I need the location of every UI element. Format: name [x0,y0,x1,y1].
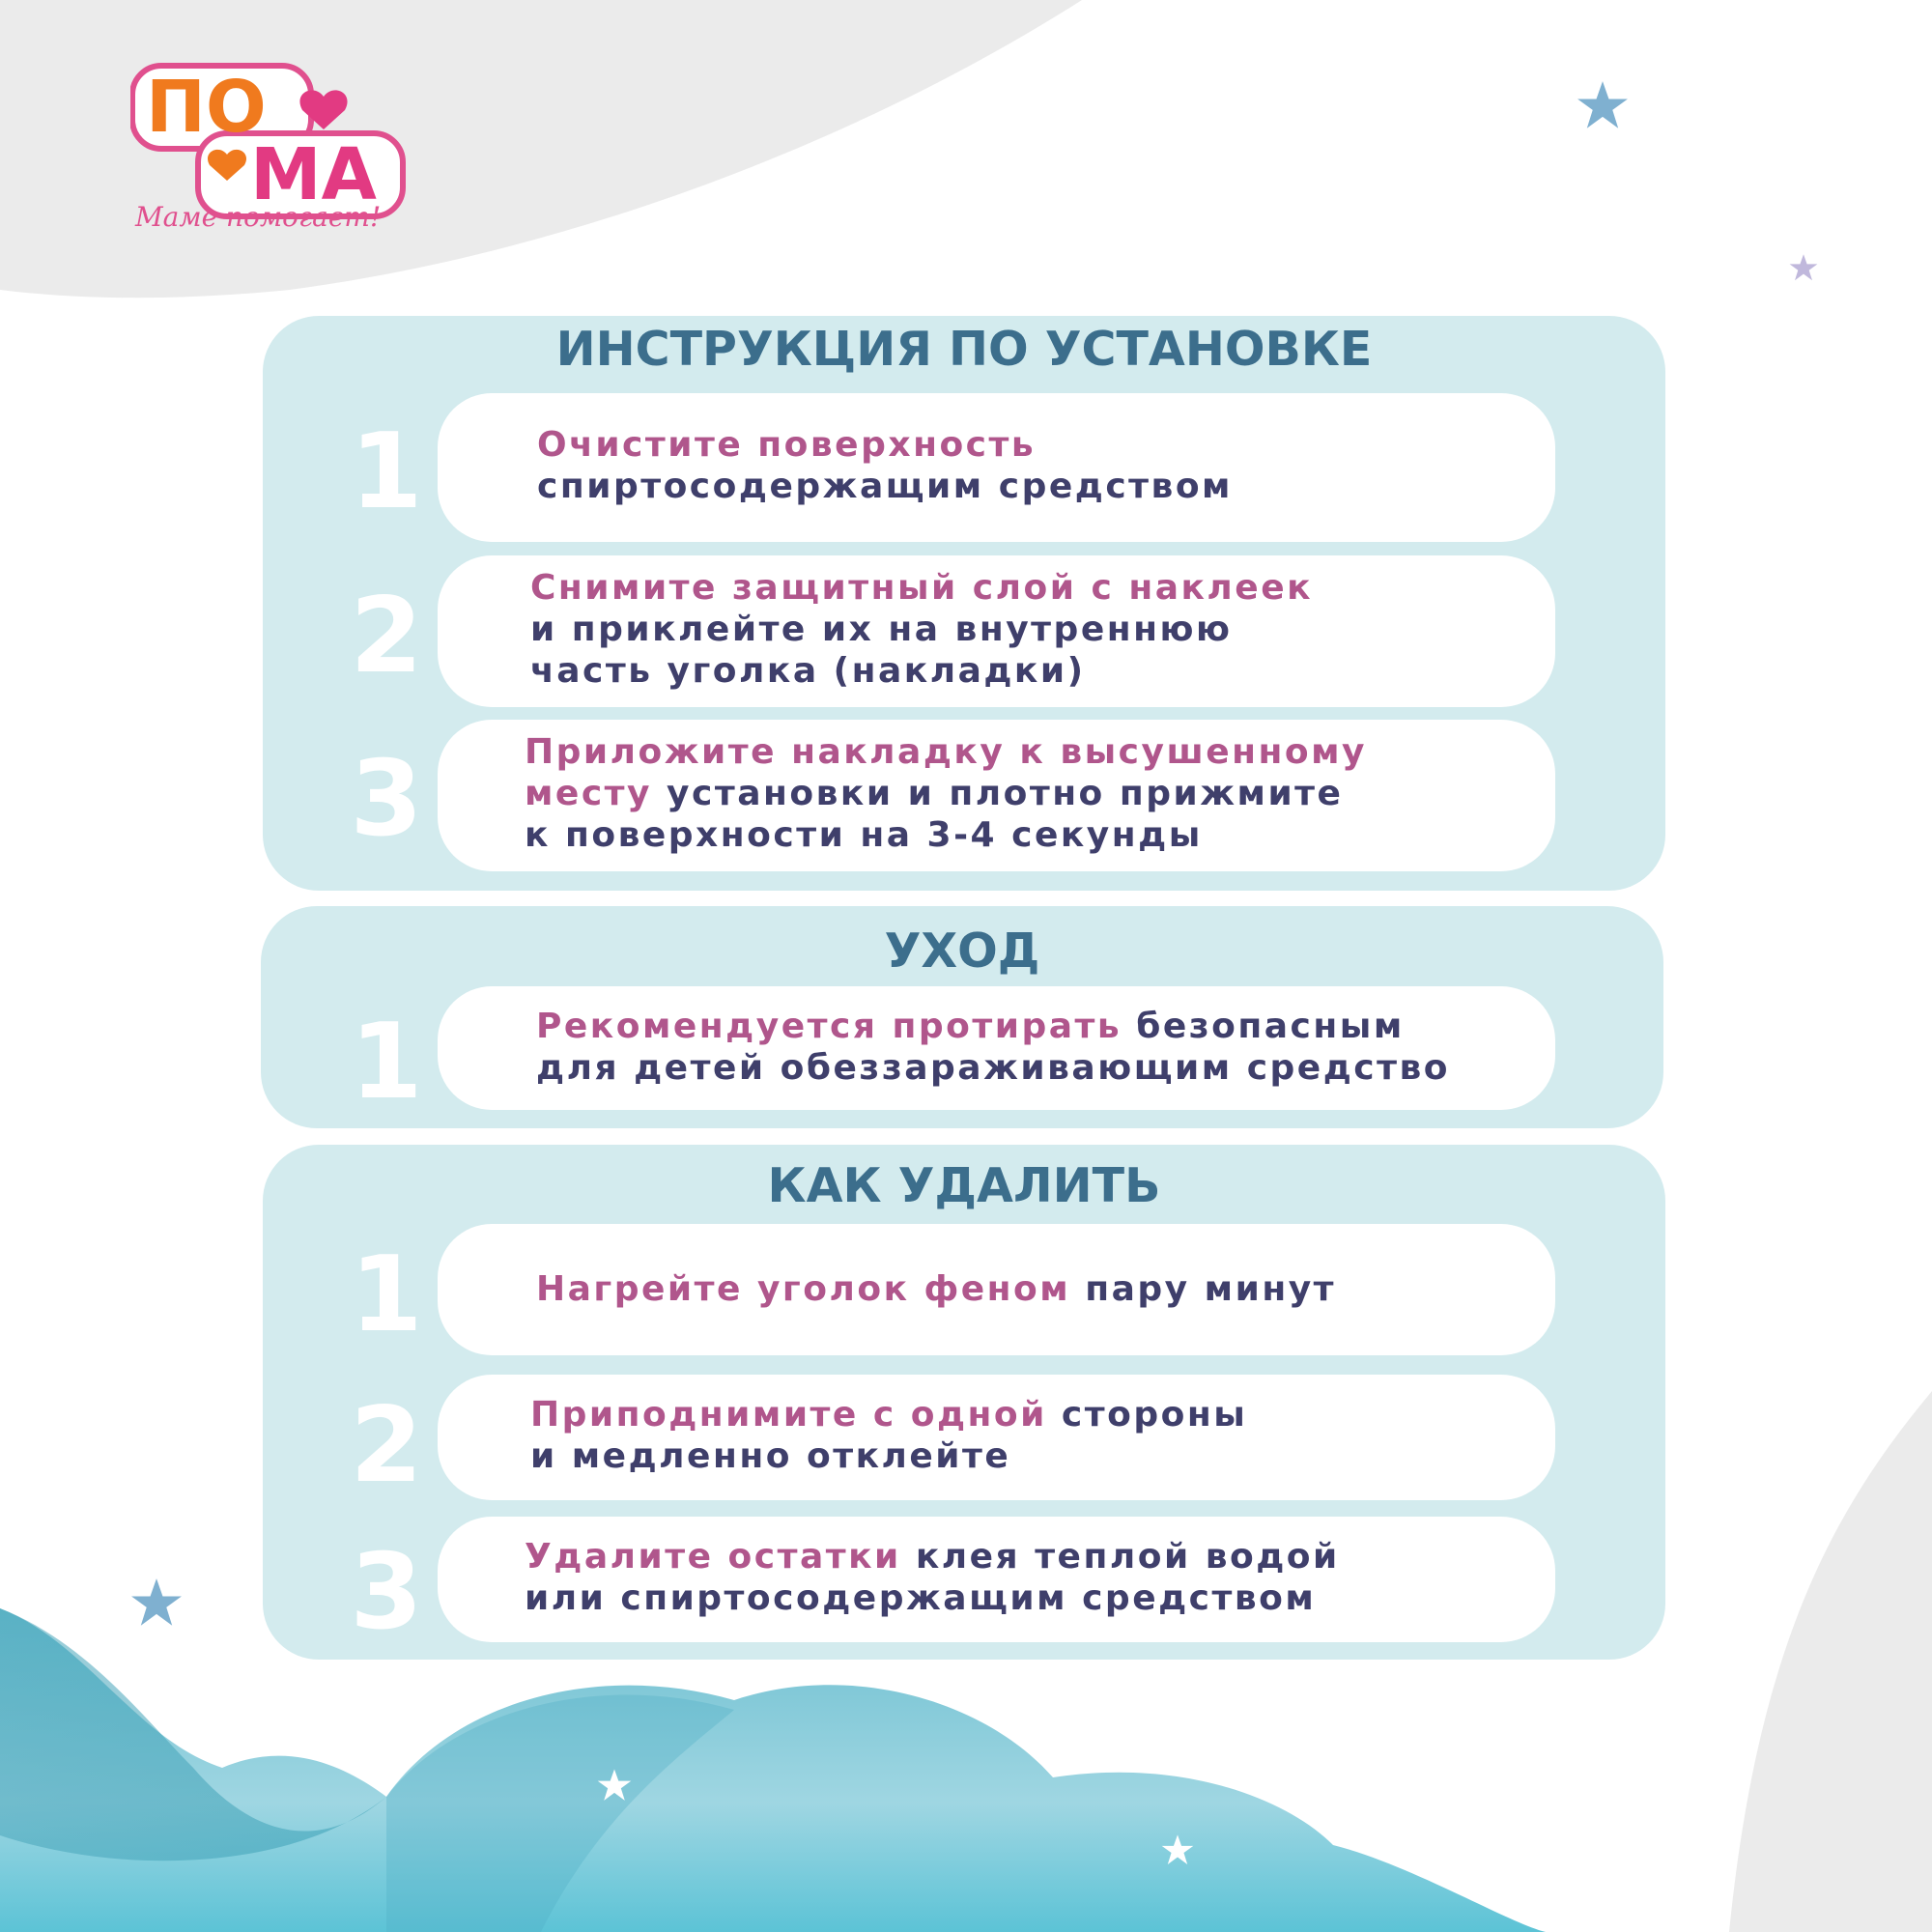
star-icon [1577,79,1629,131]
step-highlight: Нагрейте уголок феном [536,1269,1071,1309]
remove-step-1-card [438,1224,1555,1355]
step-number: 3 [350,1532,423,1653]
star-icon [1789,253,1818,282]
install-title: ИНСТРУКЦИЯ ПО УСТАНОВКЕ [555,322,1373,377]
install-step-3-text [525,731,1367,856]
install-step-1-text [537,424,1233,507]
step-text: и медленно отклейте [530,1436,1011,1476]
step-text: безопасным [1122,1007,1405,1046]
install-step-3-card [438,720,1555,871]
step-text: для детей обеззараживающим средство [536,1048,1451,1088]
remove-section [263,1145,1665,1660]
install-section [263,316,1665,891]
step-number: 3 [350,739,423,860]
logo-graphic [130,58,420,242]
logo-ma: МА [250,133,377,216]
care-step-1-card [438,986,1555,1110]
remove-step-3-text [525,1536,1340,1619]
step-number: 1 [350,1235,423,1355]
step-highlight: Снимите защитный слой с наклеек [530,568,1314,608]
star-icon [597,1768,632,1803]
step-text: стороны [1046,1395,1248,1435]
step-text: часть уголка (накладки) [530,651,1086,691]
step-number: 1 [350,1002,423,1122]
remove-step-2-card [438,1375,1555,1500]
remove-title: КАК УДАЛИТЬ [767,1158,1161,1213]
step-highlight: Приподнимите с одной [530,1395,1047,1435]
install-step-2-card [438,555,1555,707]
step-highlight: Очистите поверхность [537,425,1037,465]
star-icon [130,1577,183,1629]
step-text: установки и плотно прижмите [652,774,1344,813]
step-highlight: Удалите остатки [525,1537,901,1577]
step-text: пару минут [1070,1269,1337,1309]
care-title: УХОД [884,923,1040,979]
step-text: или спиртосодержащим средством [525,1578,1317,1618]
step-number: 1 [350,412,423,532]
step-text: спиртосодержащим средством [537,467,1233,506]
step-highlight: Приложите накладку к высушенному [525,732,1367,772]
brand-logo [130,58,420,242]
remove-step-3-card [438,1517,1555,1642]
step-text: клея теплой водой [900,1537,1340,1577]
care-step-1-text [536,1006,1450,1089]
step-highlight: Рекомендуется протирать [536,1007,1122,1046]
step-text: и приклейте их на внутреннюю [530,610,1233,649]
step-number: 2 [350,1385,423,1506]
remove-step-2-text [530,1394,1247,1477]
care-section [261,906,1663,1128]
step-text: к поверхности на 3-4 секунды [525,815,1203,855]
star-icon [1161,1833,1194,1866]
logo-slogan: Маме помогает! [135,201,382,233]
remove-step-1-text [536,1268,1336,1310]
install-step-2-text [530,567,1313,692]
install-step-1-card [438,393,1555,542]
step-number: 2 [350,576,423,696]
logo-po: ПО [146,66,267,149]
right-grey-shape [1729,1391,1932,1932]
step-highlight: месту [525,774,653,813]
